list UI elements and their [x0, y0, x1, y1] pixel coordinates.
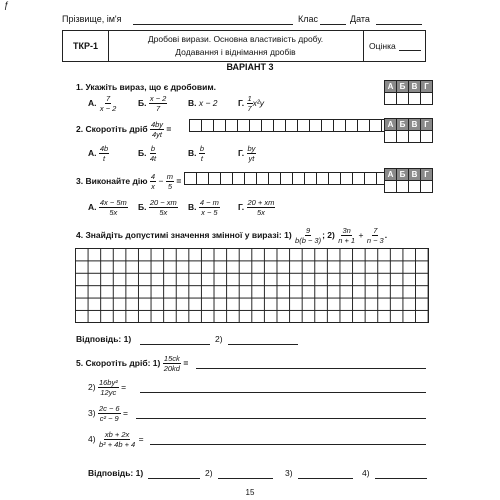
answer-letter-v: В	[408, 80, 421, 93]
date-field[interactable]	[376, 14, 422, 25]
q5-answer-4[interactable]	[375, 469, 427, 479]
q5-answer-line-3[interactable]	[136, 408, 426, 419]
q5-answer-1[interactable]	[148, 469, 200, 479]
q3-text: 3. Виконайте дію $\frac{4}{x}$ − $\frac{m}{5}$ =	[76, 172, 182, 191]
grade-label: Оцінка	[369, 41, 396, 51]
date-label: Дата	[350, 14, 370, 24]
q4-answer-2[interactable]	[228, 335, 298, 345]
grade-cell	[363, 31, 426, 61]
page-number: 15	[245, 488, 255, 497]
q3-option-g[interactable]: Г. $\frac{20 + xm}{5x}$	[238, 198, 275, 217]
q1-option-v[interactable]: В. x − 2	[188, 98, 218, 108]
q3-answer-cells[interactable]	[185, 172, 401, 185]
q5-answer-label: Відповідь: 1)	[88, 468, 144, 478]
q1-text	[76, 82, 216, 92]
answer-letter-a: А	[384, 80, 397, 93]
q2-answer-cells[interactable]	[190, 119, 406, 132]
class-label: Клас	[298, 14, 318, 24]
grade-field[interactable]	[399, 40, 421, 51]
answer-letter-g: Г	[420, 80, 433, 93]
q5-answer-line-4[interactable]	[150, 434, 426, 445]
q3-answer-box[interactable]: А Б В Г	[385, 168, 433, 193]
test-title-1: Дробові вирази. Основна властивість дробу.	[147, 34, 324, 44]
q4-answer-1[interactable]	[140, 335, 210, 345]
q3-option-b[interactable]: Б. $\frac{20 - xm}{5x}$	[138, 198, 177, 217]
answer-letter-b: Б	[396, 80, 409, 93]
q5-item-3: 3) $\frac{2c - 6}{\text{c² − 9}}$ =	[88, 404, 128, 423]
q5-answer-2[interactable]	[218, 469, 273, 479]
q4-answer-2-label: 2)	[215, 334, 223, 344]
class-field[interactable]	[320, 14, 346, 25]
q4-work-grid[interactable]	[75, 248, 429, 323]
q5-item-4: 4) $\frac{xb + 2x}{\text{b² + 4b + 4}}$ =	[88, 430, 144, 449]
q3-option-a[interactable]: А. $\frac{4x - 5m}{5x}$	[88, 198, 127, 217]
name-field[interactable]	[133, 14, 293, 25]
q4-text: 4. Знайдіть допустимі значення змінної у виразі: 1) $\frac{9}{b(b - 3)}$ ; 2) $\frac{3n}{n + 1}$ + $\frac{7}{n - 3}$ .	[76, 226, 388, 245]
q2-answer-box[interactable]: А Б В Г	[385, 118, 433, 143]
name-label: Прізвище, ім'я	[62, 14, 122, 24]
q1-number: 1.	[76, 82, 84, 92]
q2-option-v[interactable]: В. $\frac{b}{t}$	[188, 144, 205, 163]
q5-answer-line-2[interactable]	[140, 382, 426, 393]
q3-option-v[interactable]: В. $\frac{4 - m}{x - 5}$	[188, 198, 219, 217]
q1-option-b[interactable]: Б. $\frac{x - 2}{7}$	[138, 94, 167, 113]
q5-text: 5. Скоротіть дріб: 1) $\frac{15ck}{20kd}$ =	[76, 354, 189, 373]
test-header-box	[62, 30, 426, 62]
test-code: ТКР-1	[63, 31, 109, 61]
q5-answer-line-1[interactable]	[196, 358, 426, 369]
variant-title: ВАРІАНТ 3	[226, 62, 274, 72]
test-title-2: Додавання і віднімання дробів	[175, 47, 296, 57]
q5-item-2: 2) $\frac{\text{16by²}}{12yc}$ =	[88, 378, 127, 397]
q5-answer-4-label: 4)	[362, 468, 370, 478]
q4-answer-label: Відповідь: 1)	[76, 334, 132, 344]
q1-option-g[interactable]: Г. $\frac{1}{7}$ x²y	[238, 94, 265, 113]
q2-text: 2. Скоротіть дріб $\frac{4by}{4yt}$ =	[76, 120, 172, 139]
q5-answer-3-label: 3)	[285, 468, 293, 478]
q1-option-a[interactable]: А. $\frac{7}{x - 2}$	[88, 94, 117, 113]
corner-mark: ƒ	[4, 0, 10, 10]
q2-option-g[interactable]: Г. $\frac{by}{yt}$	[238, 144, 256, 163]
q2-option-a[interactable]: А. $\frac{4b}{t}$	[88, 144, 109, 163]
q2-option-b[interactable]: Б. $\frac{b}{4t}$	[138, 144, 157, 163]
q1-statement: Укажіть вираз, що є дробовим.	[85, 82, 216, 92]
q5-answer-2-label: 2)	[205, 468, 213, 478]
q1-answer-box[interactable]	[385, 80, 433, 105]
q5-answer-3[interactable]	[298, 469, 353, 479]
